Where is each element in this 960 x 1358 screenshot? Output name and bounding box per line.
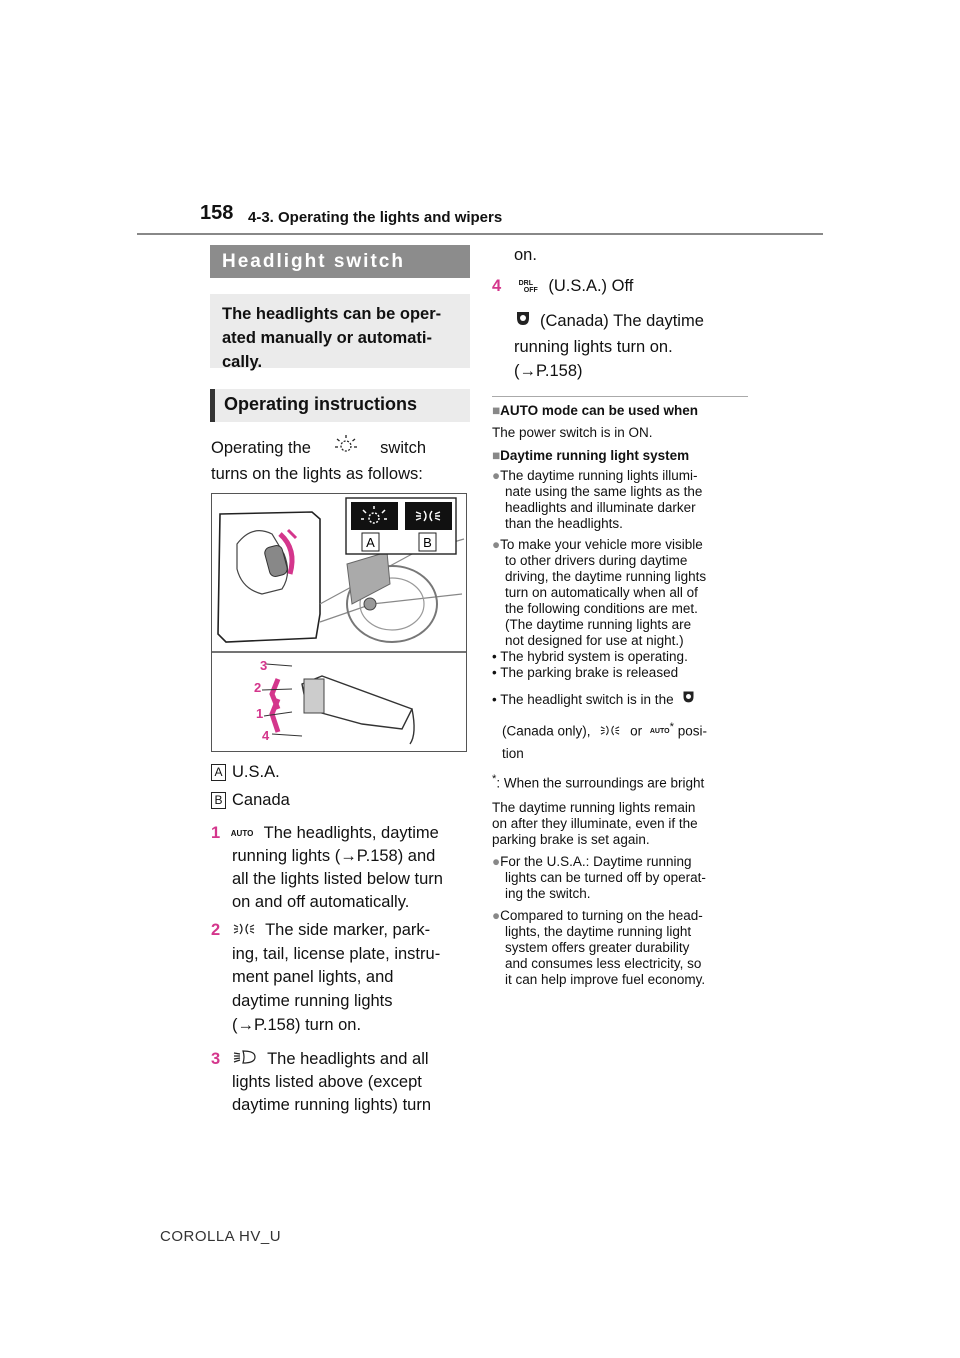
remain-paragraph	[492, 800, 754, 848]
notes	[492, 402, 754, 988]
item-2-line: ment panel lights, and	[232, 968, 394, 987]
figure-label-a: A	[366, 535, 375, 550]
legend-key-a: A	[211, 764, 226, 781]
item-number: 2	[211, 921, 221, 940]
bullet-line: it can help improve fuel economy.	[505, 971, 706, 987]
item-3-continued: on.	[514, 246, 537, 264]
drl-off-icon	[514, 280, 538, 294]
condition-list: • The hybrid system is operating. • The parking brake is released	[492, 649, 688, 680]
item-2-line: (	[232, 1015, 238, 1034]
condition-line: The parking brake is released	[500, 665, 679, 680]
legend-usa	[211, 761, 280, 784]
drl-bullet-4	[492, 908, 754, 988]
condition-3: • The headlight switch is in the (Canada only), or AUTO* posi- tion	[492, 689, 754, 765]
intro-line: The headlights can be oper-	[222, 305, 442, 323]
bullet-line: lights can be turned off by operat-	[505, 869, 706, 885]
bullet-line: system offers greater durability	[505, 939, 690, 955]
figure-num-3: 3	[260, 658, 268, 673]
circle-bullet-icon: ●	[492, 907, 501, 923]
item-2-line: P.158) turn on.	[254, 1015, 362, 1034]
bullet-line: to other drivers during daytime	[505, 553, 688, 568]
item-3-line: The headlights and all	[267, 1050, 429, 1068]
condition-line: The hybrid system is operating.	[500, 649, 688, 664]
drl-on-icon	[681, 689, 696, 711]
header-rule	[137, 233, 823, 235]
figure-num-2: 2	[254, 680, 262, 695]
item-1-line: P.158) and	[356, 847, 436, 866]
arrow-icon: →	[519, 361, 536, 380]
legend-canada	[211, 789, 290, 812]
intro-box	[210, 294, 470, 371]
item-number: 3	[211, 1050, 221, 1068]
drl-bullet-2	[492, 537, 754, 649]
drl-heading: Daytime running light system	[500, 448, 690, 463]
item-3	[211, 1048, 471, 1117]
para-line: parking brake is set again.	[492, 831, 650, 847]
bullet-line: driving, the daytime running lights	[505, 569, 707, 584]
condition-line: The headlight switch is in the	[500, 692, 674, 707]
condition-line: (Canada only),	[502, 723, 591, 739]
section-title: 4-3. Operating the lights and wipers	[248, 209, 503, 226]
bullet-line: For the U.S.A.: Daytime running	[500, 853, 692, 869]
bullet-line: and consumes less electricity, so	[505, 955, 702, 971]
headlight-beam-icon	[233, 1048, 257, 1071]
parking-lights-icon	[233, 919, 255, 943]
switch-illustration	[212, 494, 466, 751]
legend-text-a: U.S.A.	[232, 763, 280, 781]
intro-line: cally.	[222, 353, 263, 371]
circle-bullet-icon: ●	[492, 468, 501, 483]
item-1-line: all the lights listed below turn	[232, 870, 443, 889]
item-2-line: The side marker, park-	[265, 921, 431, 940]
headlight-switch-figure	[211, 493, 467, 752]
item-2-line: daytime running lights	[232, 991, 393, 1010]
square-bullet-icon: ■	[492, 448, 501, 463]
condition-line: tion	[502, 746, 524, 762]
bullet-line: nate using the same lights as the	[505, 484, 703, 499]
item-1-line: running lights (	[232, 847, 341, 866]
item-3-line: lights listed above (except	[232, 1073, 422, 1092]
lead-b: switch	[380, 438, 427, 457]
item-1-line: The headlights, daytime	[263, 824, 439, 842]
auto-mode-heading: AUTO mode can be used when	[500, 403, 698, 418]
lead-a: Operating the	[211, 438, 311, 457]
bullet-line: turn on automatically when all of	[505, 585, 698, 600]
bullet-line: not designed for use at night.)	[505, 633, 684, 648]
auto-mode-text: The power switch is in ON.	[492, 425, 653, 440]
footnote: *: When the surroundings are bright	[492, 773, 705, 791]
square-bullet-icon: ■	[492, 403, 501, 418]
item-1-line: on and off automatically.	[232, 893, 410, 912]
bullet-line: the following conditions are met.	[505, 601, 698, 616]
page-number: 158	[200, 202, 234, 224]
bullet-line: than the headlights.	[505, 516, 623, 531]
off-label: OFF	[523, 286, 538, 294]
subheading: Operating instructions	[210, 389, 470, 422]
auto-icon: AUTO	[230, 829, 254, 839]
arrow-icon: →	[237, 1015, 254, 1034]
para-line: The daytime running lights remain	[492, 799, 696, 815]
legend-text-b: Canada	[232, 791, 290, 809]
lead-c: turns on the lights as follows:	[211, 465, 423, 483]
bullet-line: Compared to turning on the head-	[500, 907, 703, 923]
bullet-line: The daytime running lights illumi-	[500, 468, 698, 483]
footnote-text: : When the surroundings are bright	[496, 775, 705, 791]
item-4-line: (	[514, 361, 520, 380]
arrow-icon: →	[340, 847, 357, 866]
bullet-line: ing the switch.	[505, 885, 591, 901]
parking-lights-icon	[600, 721, 620, 743]
condition-line: posi-	[677, 723, 708, 739]
drl-bullet-3	[492, 854, 754, 902]
drl-label: DRL	[518, 279, 533, 287]
item-4-line: running lights turn on.	[514, 338, 673, 357]
drl-bullet-1	[492, 468, 754, 532]
condition-line: or	[630, 723, 643, 739]
item-2	[211, 919, 471, 1037]
item-number: 1	[211, 824, 221, 842]
bullet-line: lights, the daytime running light	[505, 923, 692, 939]
footer-model: COROLLA HV_U	[160, 1228, 282, 1245]
bullet-line: (The daytime running lights are	[505, 617, 692, 632]
item-4	[492, 275, 752, 383]
item-2-line: ing, tail, license plate, instru-	[232, 944, 441, 963]
right-divider	[492, 396, 748, 397]
intro-line: ated manually or automati-	[222, 329, 432, 347]
section-heading: Headlight switch	[210, 245, 470, 278]
circle-bullet-icon: ●	[492, 853, 501, 869]
bullet-line: headlights and illuminate darker	[505, 500, 696, 515]
circle-bullet-icon: ●	[492, 537, 501, 552]
figure-label-b: B	[423, 535, 432, 550]
drl-on-icon	[514, 309, 532, 335]
legend-key-b: B	[211, 792, 226, 809]
lead-text	[211, 434, 426, 486]
item-4-line: P.158)	[536, 361, 583, 380]
item-4-line: (U.S.A.) Off	[548, 277, 634, 295]
item-number: 4	[492, 277, 502, 295]
figure-num-1: 1	[256, 706, 264, 721]
para-line: on after they illuminate, even if the	[492, 815, 698, 831]
auto-icon: AUTO	[649, 728, 670, 736]
item-4-line: (Canada) The daytime	[540, 311, 704, 330]
figure-num-4: 4	[262, 728, 270, 743]
bullet-line: To make your vehicle more visible	[500, 537, 703, 552]
headlight-icon	[334, 434, 358, 463]
item-1	[211, 822, 471, 914]
item-3-line: daytime running lights) turn	[232, 1096, 432, 1115]
